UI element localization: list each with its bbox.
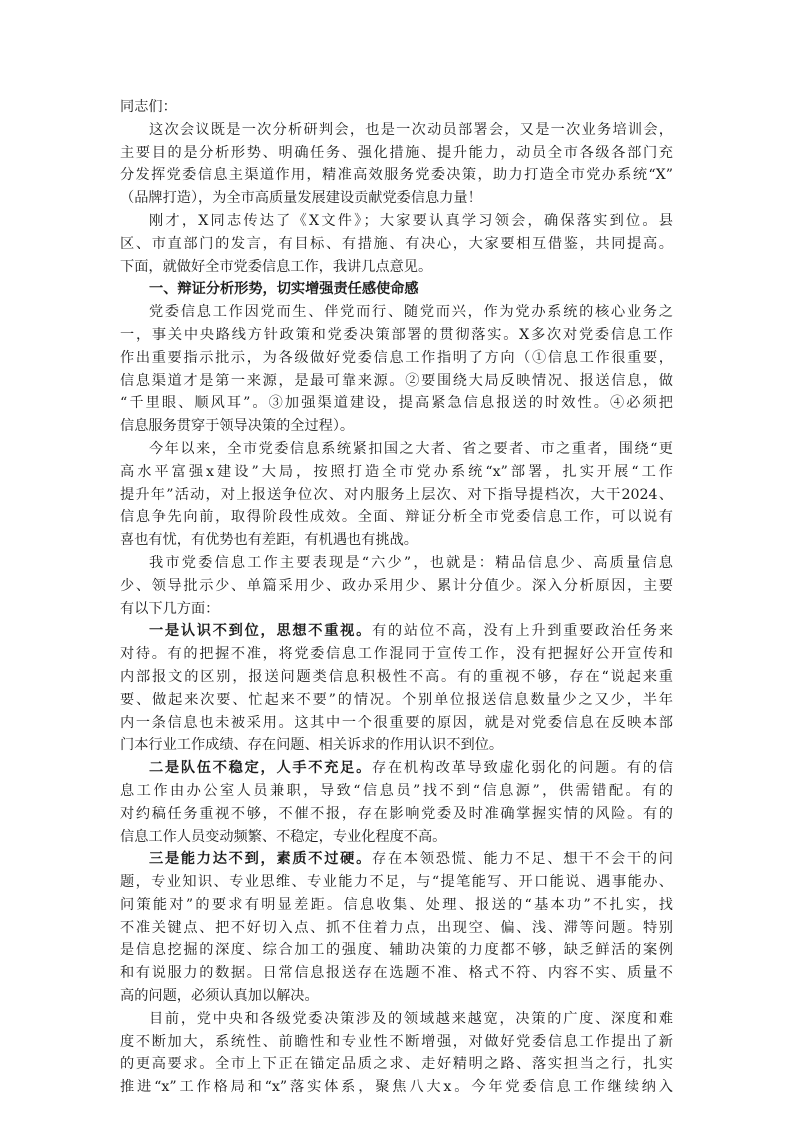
text-line <box>120 1031 673 1054</box>
text-line <box>120 803 673 826</box>
text-line <box>120 848 673 871</box>
line-text: 目前，党中央和各级党委决策涉及的领域越来越宽，决策的广度、深度和难 <box>149 1010 673 1027</box>
line-text: 一，事关中央路线方针政策和党委决策部署的贯彻落实。X多次对党委信息工作 <box>120 326 673 343</box>
text-line <box>120 962 673 985</box>
text-line <box>120 347 673 370</box>
line-text: 内一条信息也未被采用。这其中一个很重要的原因，就是对党委信息在反映本部 <box>120 714 673 731</box>
text-line <box>120 666 673 689</box>
line-text: 分发挥党委信息主渠道作用，精准高效服务党委决策，助力打造全市党办系统“X” <box>120 167 673 184</box>
text-line <box>120 438 673 461</box>
text-line <box>120 939 673 962</box>
line-text: 主要目的是分析形势、明确任务、强化措施、提升能力，动员全市各级各部门充 <box>120 144 673 161</box>
text-line <box>120 734 673 757</box>
line-text: 问策能对”的要求有明显差距。信息收集、处理、报送的“基本功”不扎实，找 <box>120 896 673 913</box>
text-line <box>120 689 673 712</box>
line-text: 这次会议既是一次分析研判会，也是一次动员部署会，又是一次业务培训会， <box>149 121 673 138</box>
bold-heading: 一、辩证分析形势，切实增强责任感使命感 <box>149 281 419 298</box>
text-line <box>120 620 673 643</box>
line-text: 我市党委信息工作主要表现是“六少”，也就是：精品信息少、高质量信息 <box>149 554 673 571</box>
text-line <box>120 415 673 438</box>
text-line <box>120 506 673 529</box>
text-line <box>120 210 673 233</box>
line-text: 不准关键点、把不好切入点、抓不住着力点，出现空、偏、浅、滞等问题。特别 <box>120 919 673 936</box>
text-line <box>120 1053 673 1076</box>
document-page <box>120 96 673 1099</box>
text-line <box>120 461 673 484</box>
line-text: 同志们： <box>120 99 177 115</box>
line-text: 信息服务贯穿于领导决策的全过程）。 <box>120 418 355 435</box>
line-text: 区、市直部门的发言，有目标、有措施、有决心，大家要相互借鉴，共同提高。 <box>120 235 673 252</box>
text-line <box>120 917 673 940</box>
line-text: 度不断加大，系统性、前瞻性和专业性不断增强，对做好党委信息工作提出了新 <box>120 1033 673 1050</box>
line-text: 刚才，X同志传达了《X文件》；大家要认真学习领会，确保落实到位。县 <box>149 212 673 229</box>
text-line <box>120 985 673 1008</box>
line-text: 信息工作人员变动频繁、不稳定，专业化程度不高。 <box>120 828 447 845</box>
line-text: 少、领导批示少、单篇采用少、政办采用少、累计分值少。深入分析原因，主要 <box>120 577 673 594</box>
text-line <box>120 484 673 507</box>
text-line <box>120 598 673 621</box>
line-text: 高的问题，必须认真加以解决。 <box>120 988 319 1005</box>
text-line <box>120 301 673 324</box>
text-line <box>120 187 673 210</box>
text-line <box>120 164 673 187</box>
text-line <box>120 256 673 279</box>
line-text: 信息争先向前，取得阶段性成效。全面、辩证分析全市党委信息工作，可以说有 <box>120 509 673 526</box>
line-text: 对待。有的把握不准，将党委信息工作混同于宣传工作，没有把握好公开宣传和 <box>120 646 673 663</box>
line-text: 有以下几方面： <box>120 600 220 617</box>
line-text: 内部报文的区别，报送问题类信息积极性不高。有的重视不够，存在“说起来重 <box>120 668 673 685</box>
text-line <box>120 370 673 393</box>
line-text: 有的站位不高，没有上升到重要政治任务来 <box>372 623 673 640</box>
line-text: 要、做起来次要、忙起来不要”的情况。个别单位报送信息数量少之又少，半年 <box>120 691 673 708</box>
text-line <box>120 1076 673 1099</box>
line-text: 今年以来，全市党委信息系统紧扣国之大者、省之要者、市之重者，围绕“更 <box>149 440 673 457</box>
text-line <box>120 780 673 803</box>
text-line <box>120 324 673 347</box>
text-line <box>120 757 673 780</box>
line-text: 和有说服力的数据。日常信息报送存在选题不准、格式不符、内容不实、质量不 <box>120 965 673 982</box>
text-line <box>120 142 673 165</box>
line-text: 推进“x”工作格局和“x”落实体系，聚焦八大x。今年党委信息工作继续纳入 <box>120 1079 673 1096</box>
text-line <box>120 278 673 301</box>
text-line <box>120 529 673 552</box>
bold-heading: 三是能力达不到，素质不过硬。 <box>149 851 373 868</box>
text-line <box>120 96 673 119</box>
text-line <box>120 392 673 415</box>
line-text: 党委信息工作因党而生、伴党而行、随党而兴，作为党办系统的核心业务之 <box>149 304 673 321</box>
line-text: 提升年”活动，对上报送争位次、对内服务上层次、对下指导提档次，大干2024、 <box>120 486 673 503</box>
text-line <box>120 119 673 142</box>
text-line <box>120 233 673 256</box>
text-line <box>120 552 673 575</box>
text-line <box>120 894 673 917</box>
line-text: 对约稿任务重视不够，不催不报，存在影响党委及时准确掌握实情的风险。有的 <box>120 805 673 822</box>
text-line <box>120 643 673 666</box>
line-text: “千里眼、顺风耳”。③加强渠道建设，提高紧急信息报送的时效性。④必须把 <box>120 395 673 412</box>
bold-heading: 一是认识不到位，思想不重视。 <box>149 623 373 640</box>
line-text: 高水平富强x建设”大局，按照打造全市党办系统“x”部署，扎实开展“工作 <box>120 463 673 480</box>
line-text: （品牌打造），为全市高质量发展建设贡献党委信息力量！ <box>120 190 482 207</box>
line-text: 是信息挖掘的深度、综合加工的强度、辅助决策的力度都不够，缺乏鲜活的案例 <box>120 942 673 959</box>
line-text: 存在本领恐慌、能力不足、想干不会干的问 <box>372 851 673 868</box>
bold-heading: 二是队伍不稳定，人手不充足。 <box>149 760 373 777</box>
line-text: 作出重要指示批示，为各级做好党委信息工作指明了方向（①信息工作很重要， <box>120 349 673 366</box>
text-line <box>120 871 673 894</box>
line-text: 门本行业工作成绩、存在问题、相关诉求的作用认识不到位。 <box>120 737 504 754</box>
line-text: 息工作由办公室人员兼职，导致“信息员”找不到“信息源”，供需错配。有的 <box>120 782 673 799</box>
text-line <box>120 826 673 849</box>
line-text: 的更高要求。全市上下正在锚定品质之求、走好精明之路、落实担当之行，扎实 <box>120 1056 673 1073</box>
line-text: 题，专业知识、专业思维、专业能力不足，与“提笔能写、开口能说、遇事能办、 <box>120 874 673 891</box>
line-text: 下面，就做好全市党委信息工作，我讲几点意见。 <box>120 258 433 275</box>
line-text: 喜也有忧，有优势也有差距，有机遇也有挑战。 <box>120 532 418 549</box>
line-text: 存在机构改革导致虚化弱化的问题。有的信 <box>372 760 673 777</box>
text-line <box>120 575 673 598</box>
text-line <box>120 712 673 735</box>
text-line <box>120 1008 673 1031</box>
line-text: 信息渠道才是第一来源，是最可靠来源。②要围绕大局反映情况、报送信息，做 <box>120 372 673 389</box>
